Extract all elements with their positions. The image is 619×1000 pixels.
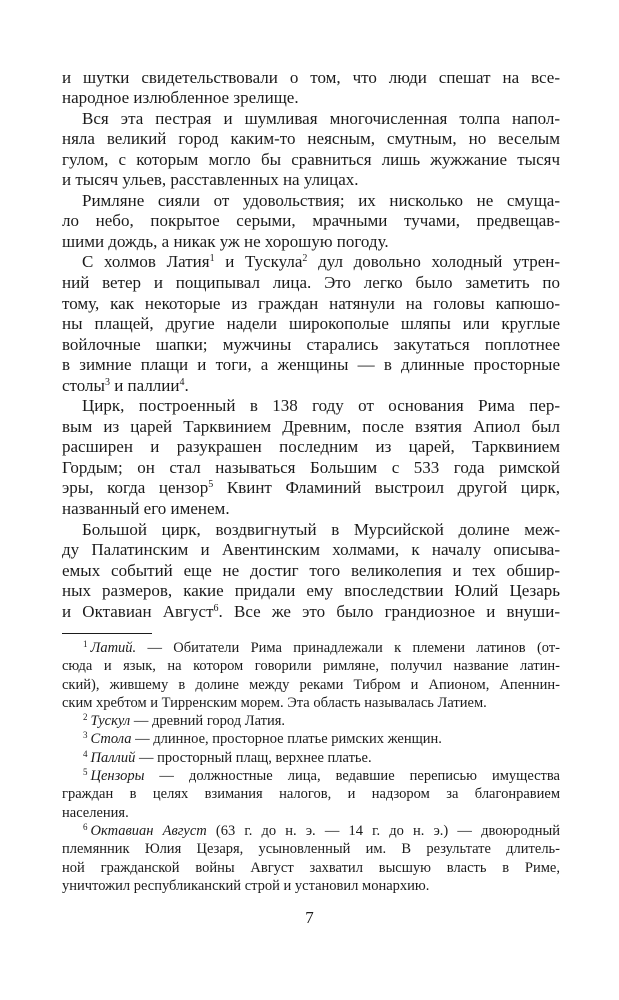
text-line [62, 877, 560, 895]
text-run: Цирк, построенный в 138 году от основания Рима пер- [82, 396, 560, 416]
text-run: — длинное, просторное платье римских женщин. [131, 731, 442, 748]
text-run: . Все же это было грандиозное и внуши- [218, 601, 560, 621]
text-line [62, 730, 560, 748]
text-line [62, 273, 560, 294]
text-run: ский), жившему в долине между реками Тибром и Апионом, Апеннин- [62, 676, 560, 693]
text-line [62, 694, 560, 712]
footnote-term: Паллий [90, 749, 136, 766]
text-run: ским хребтом и Тирренским морем. Эта область называлась Латием. [62, 694, 487, 711]
text-line [62, 602, 560, 623]
text-line [62, 822, 560, 840]
text-run: — просторный плащ, верхнее платье. [135, 749, 372, 766]
text-line [62, 232, 560, 253]
footnote-ref: 6 [213, 602, 219, 614]
footnote-term: Латий. [90, 640, 137, 656]
text-line [62, 767, 560, 785]
text-run: расширен и разукрашен последним из царей, Тарквинием [62, 437, 560, 457]
text-run: сюда и язык, на котором говорили римляне, получил название латин- [62, 658, 560, 675]
footnote [62, 767, 560, 822]
text-run: дул довольно холодный утрен- [307, 252, 561, 272]
text-run: ны плащей, другие надели широкополые шляпы или круглые [62, 314, 560, 334]
text-run: племянник Юлия Цезаря, усыновленный им. В результате длитель- [62, 841, 560, 858]
text-run: ной гражданской войны Август захватил высшую власть в Риме, [62, 859, 560, 876]
text-run: уничтожил республиканский строй и установил монархию. [62, 877, 430, 894]
footnote-ref: 3 [83, 730, 88, 741]
footnote [62, 822, 560, 895]
paragraph [62, 109, 560, 191]
footnote-rule [62, 633, 152, 634]
text-run: — древний город Латия. [130, 713, 286, 730]
text-run: — Обитатели Рима принадлежали к племени латинов (от- [136, 640, 560, 656]
footnote-term: Тускул [90, 713, 131, 730]
text-line [62, 859, 560, 877]
text-run: и тысяч ульев, расставленных на улицах. [62, 170, 359, 190]
paragraph [62, 520, 560, 623]
text-line [62, 129, 560, 150]
text-line [62, 712, 560, 730]
text-line [62, 499, 560, 520]
text-line [62, 458, 560, 479]
text-run: Вся эта пестрая и шумливая многочисленная толпа напол- [82, 108, 560, 128]
text-line [62, 804, 560, 822]
text-run: С холмов Латия [82, 252, 210, 272]
text-run: (63 г. до н. э. — 14 г. до н. э.) — двоюродный [206, 822, 560, 839]
text-line [62, 150, 560, 171]
text-line [62, 540, 560, 561]
paragraph [62, 191, 560, 253]
footnote [62, 639, 560, 712]
text-run: . [184, 375, 189, 395]
text-run: Римляне сияли от удовольствия; их нисколько не смуща- [82, 190, 560, 210]
text-run: вым из царей Тарквинием Древним, после взятия Апиол был [62, 416, 560, 436]
text-run: — должностные лица, ведавшие переписью имущества [144, 768, 560, 785]
footnotes [62, 639, 560, 895]
footnote-ref: 5 [83, 767, 88, 778]
text-run: и шутки свидетельствовали о том, что люди спешат на все- [62, 67, 560, 87]
text-run: няла великий город каким-то неясным, смутным, но веселым [62, 129, 560, 149]
text-line [62, 417, 560, 438]
text-line [62, 639, 560, 657]
text-line [62, 314, 560, 335]
text-run: Квинт Фламиний выстроил другой цирк, [213, 478, 560, 498]
text-run: и Тускула [214, 252, 303, 272]
text-run: народное излюбленное зрелище. [62, 88, 299, 108]
text-line [62, 749, 560, 767]
text-run: столы [62, 375, 105, 395]
text-run: гулом, с которым могло бы сравниться лишь жужжание тысяч [62, 149, 560, 169]
footnote-ref: 2 [302, 253, 308, 265]
text-run: ло небо, покрытое серыми, мрачными тучами, предвещав- [62, 211, 560, 231]
page-number: 7 [305, 908, 314, 927]
paragraph [62, 396, 560, 519]
text-line [62, 109, 560, 130]
text-run: эры, когда цензор [62, 478, 209, 498]
text-line [62, 211, 560, 232]
footnote [62, 749, 560, 767]
text-line [62, 785, 560, 803]
text-run: Гордым; он стал называться Большим с 533 года римской [62, 457, 560, 477]
paragraph [62, 68, 560, 109]
footnote-ref: 3 [104, 376, 110, 388]
text-line [62, 581, 560, 602]
text-line [62, 520, 560, 541]
main-text [62, 68, 560, 623]
text-run: и паллии [109, 375, 180, 395]
footnote-ref: 1 [209, 253, 215, 265]
text-line [62, 657, 560, 675]
text-line [62, 68, 560, 89]
text-line [62, 170, 560, 191]
text-run: ний ветер и пощипывал лица. Это легко было заметить по [62, 272, 560, 292]
footnote-term: Октавиан Август [90, 822, 207, 839]
text-line [62, 676, 560, 694]
text-line [62, 88, 560, 109]
footnote-ref: 5 [208, 479, 214, 491]
footnote-ref: 6 [83, 821, 88, 832]
footnote [62, 730, 560, 748]
text-run: шими дождь, а никак уж не хорошую погоду. [62, 231, 389, 251]
text-run: граждан в целях взимания налогов, и надзором за благонравием [62, 786, 560, 803]
text-line [62, 376, 560, 397]
text-line [62, 191, 560, 212]
footnote-ref: 2 [83, 712, 88, 723]
text-line [62, 252, 560, 273]
text-run: и Октавиан Август [62, 601, 214, 621]
text-line [62, 840, 560, 858]
text-run: тому, как некоторые из граждан натянули на головы капюшо- [62, 293, 560, 313]
text-run: емых событий еще не достиг того великолепия и тех обшир- [62, 560, 560, 580]
text-line [62, 335, 560, 356]
text-run: Большой цирк, воздвигнутый в Мурсийской долине меж- [82, 519, 560, 539]
text-run: в зимние плащи и тоги, а женщины — в длинные просторные [62, 355, 560, 375]
text-line [62, 437, 560, 458]
text-run: населения. [62, 804, 129, 821]
footnote-term: Цензоры [90, 768, 145, 785]
footnote-ref: 1 [83, 639, 88, 649]
text-line [62, 355, 560, 376]
text-line [62, 396, 560, 417]
footnote-term: Стола [90, 731, 132, 748]
paragraph [62, 252, 560, 396]
text-run: войлочные шапки; мужчины старались закутаться поплотнее [62, 334, 560, 354]
footnote [62, 712, 560, 730]
footnote-ref: 4 [83, 748, 88, 759]
text-run: названный его именем. [62, 498, 230, 518]
text-run: ду Палатинским и Авентинским холмами, к началу описыва- [62, 540, 560, 560]
text-line [62, 478, 560, 499]
text-run: ных размеров, какие придали ему впоследствии Юлий Цезарь [62, 581, 560, 601]
text-line [62, 294, 560, 315]
text-line [62, 561, 560, 582]
footnote-ref: 4 [179, 376, 185, 388]
